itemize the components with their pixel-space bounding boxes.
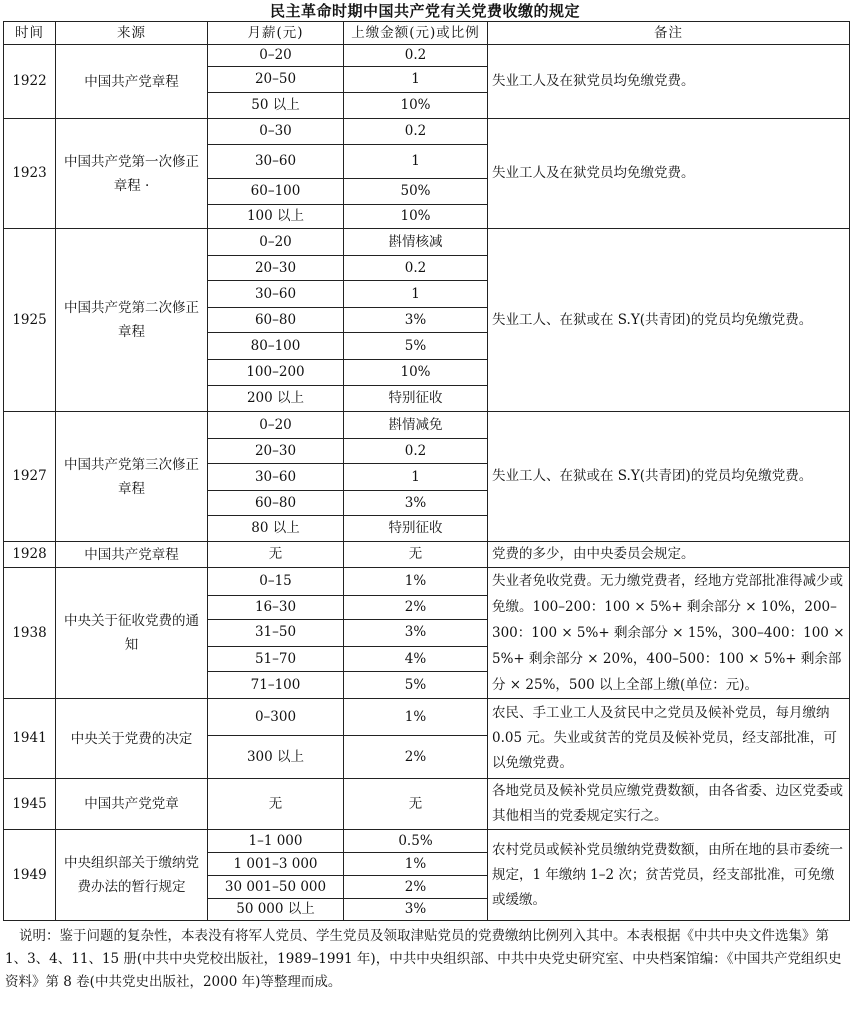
year-cell: 1923 <box>4 119 56 229</box>
table-row <box>4 699 850 736</box>
amount-cell: 10% <box>344 93 488 119</box>
salary-cell: 300 以上 <box>208 736 344 779</box>
amount-cell: 0.2 <box>344 119 488 145</box>
year-cell: 1938 <box>4 568 56 699</box>
salary-cell: 30–60 <box>208 145 344 179</box>
amount-cell: 0.2 <box>344 439 488 464</box>
amount-cell: 斟情减免 <box>344 412 488 439</box>
salary-cell: 1 001–3 000 <box>208 853 344 876</box>
amount-cell: 1 <box>344 145 488 179</box>
amount-cell: 1 <box>344 67 488 93</box>
header-time: 时间 <box>4 22 56 45</box>
salary-cell: 20–30 <box>208 439 344 464</box>
note-cell: 失业者免收党费。无力缴党费者，经地方党部批准得减少或免缴。100–200：100 × 5%+ 剩余部分 × 10%，200–300：100 × 5%+ 剩余部分 × 15%，300–400：100 × 5%+ 剩余部分 × 20%，400–500：100 × 5%+ 剩余部分 × 25%，500 以上全部上缴(单位：元)。 <box>488 568 850 699</box>
year-cell: 1941 <box>4 699 56 779</box>
salary-cell: 200 以上 <box>208 386 344 412</box>
salary-cell: 60–80 <box>208 308 344 333</box>
amount-cell: 1 <box>344 281 488 308</box>
source-cell: 中国共产党第一次修正章程 · <box>56 119 208 229</box>
amount-cell: 0.5% <box>344 830 488 853</box>
amount-cell: 0.2 <box>344 45 488 67</box>
source-cell: 中央关于征收党费的通知 <box>56 568 208 699</box>
salary-cell: 51–70 <box>208 646 344 672</box>
salary-cell: 50 以上 <box>208 93 344 119</box>
year-cell: 1925 <box>4 229 56 412</box>
amount-cell: 3% <box>344 620 488 647</box>
footnote: 说明：鉴于问题的复杂性，本表没有将军人党员、学生党员及领取津贴党员的党费缴纳比例列入其中。本表根据《中共中央文件选集》第 1、3、4、11、15 册(中共中央党校出版社，1989–1991 年)，中共中央组织部、中共中央党史研究室、中央档案馆编：《中国共产党组织史资料》第 8 卷(中共党史出版社，2000 年)等整理而成。 <box>5 928 842 990</box>
table-row <box>4 229 850 256</box>
table-row <box>4 779 850 830</box>
table-row <box>4 45 850 67</box>
amount-cell: 特别征收 <box>344 516 488 542</box>
salary-cell: 30 001–50 000 <box>208 876 344 899</box>
salary-cell: 无 <box>208 779 344 830</box>
salary-cell: 50 000 以上 <box>208 899 344 921</box>
salary-cell: 20–50 <box>208 67 344 93</box>
note-cell: 失业工人及在狱党员均免缴党费。 <box>488 45 850 119</box>
table-body <box>4 45 850 921</box>
header-amount: 上缴金额(元)或比例 <box>344 22 488 45</box>
salary-cell: 20–30 <box>208 256 344 281</box>
amount-cell: 2% <box>344 876 488 899</box>
amount-cell: 0.2 <box>344 256 488 281</box>
salary-cell: 100 以上 <box>208 205 344 229</box>
source-cell: 中国共产党章程 <box>56 45 208 119</box>
note-cell: 农民、手工业工人及贫民中之党员及候补党员，每月缴纳 0.05 元。失业或贫苦的党员及候补党员，经支部批准，可以免缴党费。 <box>488 699 850 779</box>
table-row <box>4 568 850 596</box>
salary-cell: 30–60 <box>208 464 344 491</box>
amount-cell: 3% <box>344 308 488 333</box>
header-row <box>4 22 850 45</box>
note-cell: 失业工人、在狱或在 S.Y(共青团)的党员均免缴党费。 <box>488 412 850 542</box>
amount-cell: 4% <box>344 646 488 672</box>
amount-cell: 3% <box>344 899 488 921</box>
salary-cell: 71–100 <box>208 672 344 699</box>
salary-cell: 80 以上 <box>208 516 344 542</box>
salary-cell: 60–100 <box>208 179 344 205</box>
note-cell: 失业工人及在狱党员均免缴党费。 <box>488 119 850 229</box>
header-source: 来源 <box>56 22 208 45</box>
note-cell: 农村党员或候补党员缴纳党费数额，由所在地的县市委统一规定，1 年缴纳 1–2 次；贫苦党员，经支部批准，可免缴或缓缴。 <box>488 830 850 921</box>
table-row <box>4 542 850 568</box>
salary-cell: 31–50 <box>208 620 344 647</box>
amount-cell: 1% <box>344 853 488 876</box>
source-cell: 中国共产党党章 <box>56 779 208 830</box>
table-row <box>4 412 850 439</box>
salary-cell: 0–20 <box>208 412 344 439</box>
amount-cell: 特别征收 <box>344 386 488 412</box>
amount-cell: 1 <box>344 464 488 491</box>
salary-cell: 1–1 000 <box>208 830 344 853</box>
source-cell: 中国共产党章程 <box>56 542 208 568</box>
salary-cell: 100–200 <box>208 360 344 386</box>
salary-cell: 0–20 <box>208 45 344 67</box>
amount-cell: 5% <box>344 672 488 699</box>
salary-cell: 0–30 <box>208 119 344 145</box>
source-cell: 中央关于党费的决定 <box>56 699 208 779</box>
amount-cell: 无 <box>344 779 488 830</box>
year-cell: 1945 <box>4 779 56 830</box>
salary-cell: 无 <box>208 542 344 568</box>
note-cell: 党费的多少，由中央委员会规定。 <box>488 542 850 568</box>
year-cell: 1949 <box>4 830 56 921</box>
salary-cell: 0–20 <box>208 229 344 256</box>
header-note: 备注 <box>488 22 850 45</box>
amount-cell: 10% <box>344 360 488 386</box>
year-cell: 1927 <box>4 412 56 542</box>
amount-cell: 1% <box>344 699 488 736</box>
salary-cell: 60–80 <box>208 491 344 516</box>
table-row <box>4 830 850 853</box>
source-cell: 中国共产党第二次修正章程 <box>56 229 208 412</box>
salary-cell: 16–30 <box>208 595 344 620</box>
party-dues-table <box>3 21 850 921</box>
salary-cell: 80–100 <box>208 333 344 360</box>
note-cell: 失业工人、在狱或在 S.Y(共青团)的党员均免缴党费。 <box>488 229 850 412</box>
amount-cell: 10% <box>344 205 488 229</box>
amount-cell: 斟情核减 <box>344 229 488 256</box>
salary-cell: 0–300 <box>208 699 344 736</box>
amount-cell: 2% <box>344 595 488 620</box>
amount-cell: 无 <box>344 542 488 568</box>
year-cell: 1928 <box>4 542 56 568</box>
note-cell: 各地党员及候补党员应缴党费数额，由各省委、边区党委或其他相当的党委规定实行之。 <box>488 779 850 830</box>
salary-cell: 30–60 <box>208 281 344 308</box>
table-row <box>4 119 850 145</box>
amount-cell: 2% <box>344 736 488 779</box>
table-title: 民主革命时期中国共产党有关党费收缴的规定 <box>269 2 580 20</box>
salary-cell: 0–15 <box>208 568 344 596</box>
amount-cell: 5% <box>344 333 488 360</box>
amount-cell: 1% <box>344 568 488 596</box>
year-cell: 1922 <box>4 45 56 119</box>
amount-cell: 50% <box>344 179 488 205</box>
source-cell: 中央组织部关于缴纳党费办法的暂行规定 <box>56 830 208 921</box>
header-salary: 月薪(元) <box>208 22 344 45</box>
source-cell: 中国共产党第三次修正章程 <box>56 412 208 542</box>
amount-cell: 3% <box>344 491 488 516</box>
